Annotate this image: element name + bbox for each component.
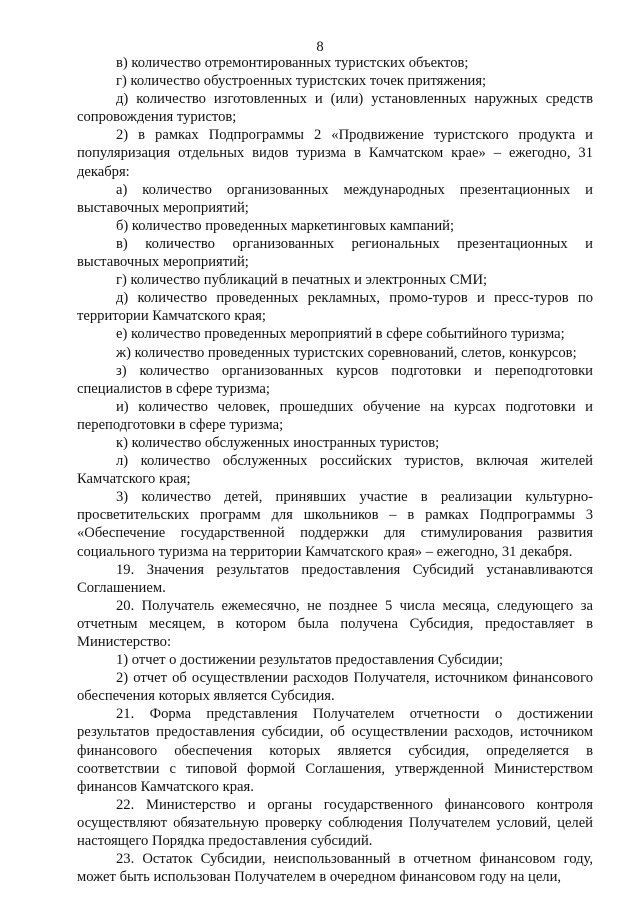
paragraph: 23. Остаток Субсидии, неиспользованный в отчетном финансовом году, может быть использован Получателем в очередном финансовом году на цели, <box>77 851 593 886</box>
paragraph: ж) количество проведенных туристских соревнований, слетов, конкурсов; <box>116 344 577 361</box>
paragraph: б) количество проведенных маркетинговых кампаний; <box>116 217 455 234</box>
paragraph: и) количество человек, прошедших обучение на курсах подготовки и переподготовки в сфере туризма; <box>77 398 593 433</box>
paragraph: к) количество обслуженных иностранных туристов; <box>116 434 440 451</box>
paragraph: в) количество отремонтированных туристских объектов; <box>116 55 469 71</box>
paragraph: д) количество проведенных рекламных, промо-туров и пресс-туров по территории Камчатского края; <box>77 290 593 325</box>
paragraph: 20. Получатель ежемесячно, не позднее 5 числа месяца, следующего за отчетным месяцем, в котором была получена Субсидия, предоставляет в Министерство: <box>77 597 593 650</box>
paragraph: 3) количество детей, принявших участие в реализации культурно-просветительских программ для школьников – в рамках Подпрограммы 3 «Обеспечение государственной поддержки для стимулирования развития социального туризма на территории Камчатского края» – ежегодно, 31 декабря. <box>77 489 593 560</box>
paragraph: г) количество публикаций в печатных и электронных СМИ; <box>116 272 488 289</box>
paragraph: 22. Министерство и органы государственного финансового контроля осуществляют обязательную проверку соблюдения Получателем условий, целей настоящего Порядка предоставления субсидий. <box>77 796 593 850</box>
paragraph: в) количество организованных региональных презентационных и выставочных мероприятий; <box>77 235 593 271</box>
paragraph: д) количество изготовленных и (или) установленных наружных средств сопровождения туристов; <box>77 91 593 126</box>
paragraph: е) количество проведенных мероприятий в сфере событийного туризма; <box>116 326 565 343</box>
paragraph: 1) отчет о достижении результатов предоставления Субсидии; <box>116 652 504 669</box>
paragraph: 2) отчет об осуществлении расходов Получателя, источником финансового обеспечения которых является Субсидия. <box>77 670 593 705</box>
page-number: 8 <box>316 39 324 55</box>
paragraph: л) количество обслуженных российских туристов, включая жителей Камчатского края; <box>77 453 593 488</box>
paragraph: г) количество обустроенных туристских точек притяжения; <box>116 73 487 90</box>
paragraph: з) количество организованных курсов подготовки и переподготовки специалистов в сфере туризма; <box>77 362 593 397</box>
paragraph: 21. Форма представления Получателем отчетности о достижении результатов предоставления субсидии, об осуществлении расходов, источником финансового обеспечения которых является субсидия, определяется в соответствии с типовой формой Соглашения, утвержденной Министерством финансов Камчатского края. <box>77 706 593 795</box>
paragraph: 19. Значения результатов предоставления Субсидий устанавливаются Соглашением. <box>77 561 593 596</box>
paragraph: 2) в рамках Подпрограммы 2 «Продвижение туристского продукта и популяризация отдельных видов туризма в Камчатском крае» – ежегодно, 31 декабря: <box>77 127 593 180</box>
document-body <box>77 54 593 886</box>
paragraph: а) количество организованных международных презентационных и выставочных мероприятий; <box>77 181 593 216</box>
